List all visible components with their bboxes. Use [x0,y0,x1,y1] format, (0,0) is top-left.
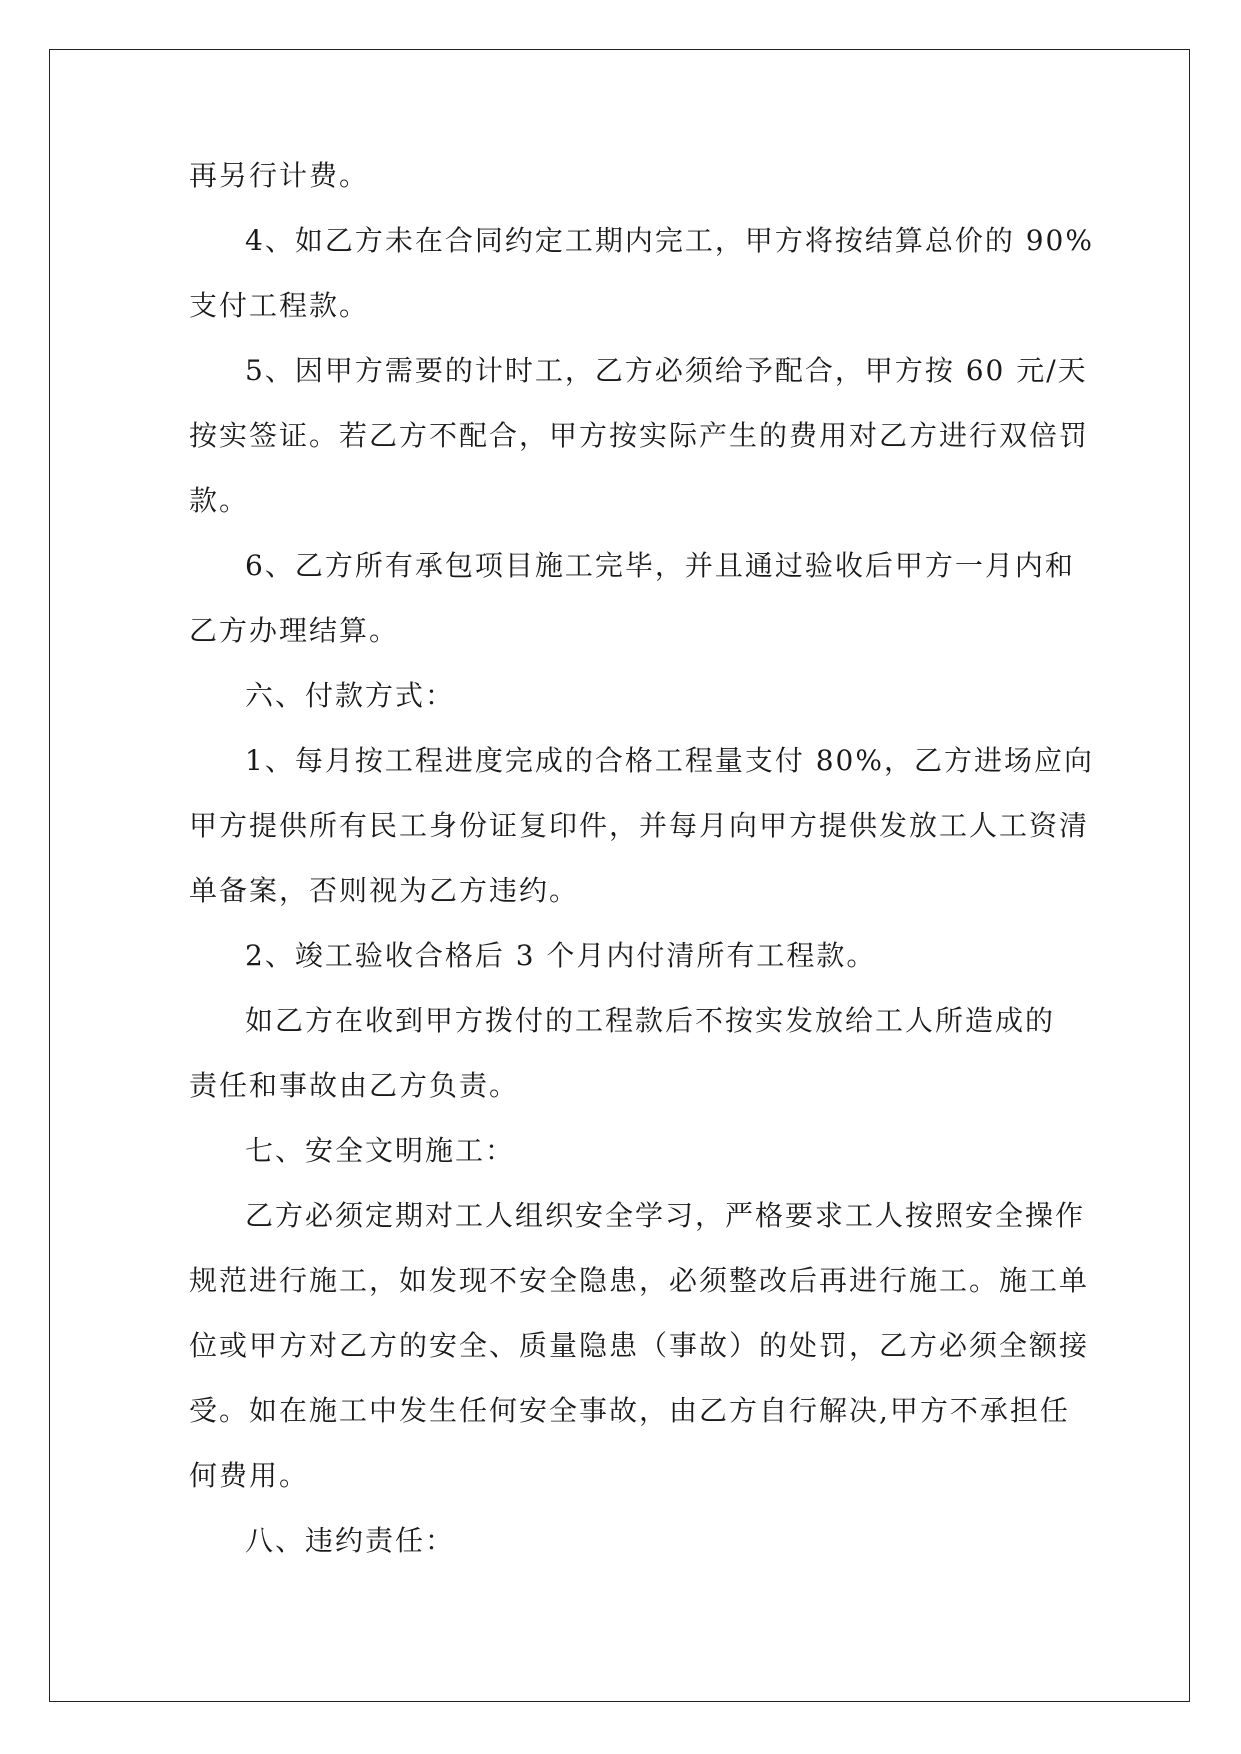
text-line-5: 按实签证。若乙方不配合，甲方按实际产生的费用对乙方进行双倍罚 [189,419,1090,452]
text-line-17: 乙方必须定期对工人组织安全学习，严格要求工人按照安全操作 [245,1199,1086,1232]
text-line-13: 2、竣工验收合格后 3 个月内付清所有工程款。 [245,939,877,972]
text-line-15: 责任和事故由乙方负责。 [189,1069,520,1102]
text-line-7: 6、乙方所有承包项目施工完毕，并且通过验收后甲方一月内和 [245,549,1075,582]
text-line-12: 单备案，否则视为乙方违约。 [189,874,580,907]
text-line-8: 乙方办理结算。 [189,614,400,647]
text-line-3: 支付工程款。 [189,289,370,322]
section-heading-liability: 八、违约责任： [245,1524,456,1557]
text-line-19: 位或甲方对乙方的安全、质量隐患（事故）的处罚，乙方必须全额接 [189,1329,1090,1362]
text-line-11: 甲方提供所有民工身份证复印件，并每月向甲方提供发放工人工资清 [189,809,1090,842]
text-line-4: 5、因甲方需要的计时工，乙方必须给予配合，甲方按 60 元/天 [245,354,1088,387]
text-line-6: 款。 [189,484,250,517]
text-line-14: 如乙方在收到甲方拨付的工程款后不按实发放给工人所造成的 [245,1004,1056,1037]
section-heading-safety: 七、安全文明施工： [245,1134,516,1167]
text-line-10: 1、每月按工程进度完成的合格工程量支付 80%，乙方进场应向 [245,744,1094,777]
text-line-20: 受。如在施工中发生任何安全事故，由乙方自行解决,甲方不承担任 [189,1394,1070,1427]
text-line-1: 再另行计费。 [189,159,370,192]
document-body [189,154,1094,1584]
text-line-2: 4、如乙方未在合同约定工期内完工，甲方将按结算总价的 90% [245,224,1094,257]
text-line-18: 规范进行施工，如发现不安全隐患，必须整改后再进行施工。施工单 [189,1264,1090,1297]
section-heading-payment: 六、付款方式： [245,679,456,712]
text-line-21: 何费用。 [189,1459,310,1492]
